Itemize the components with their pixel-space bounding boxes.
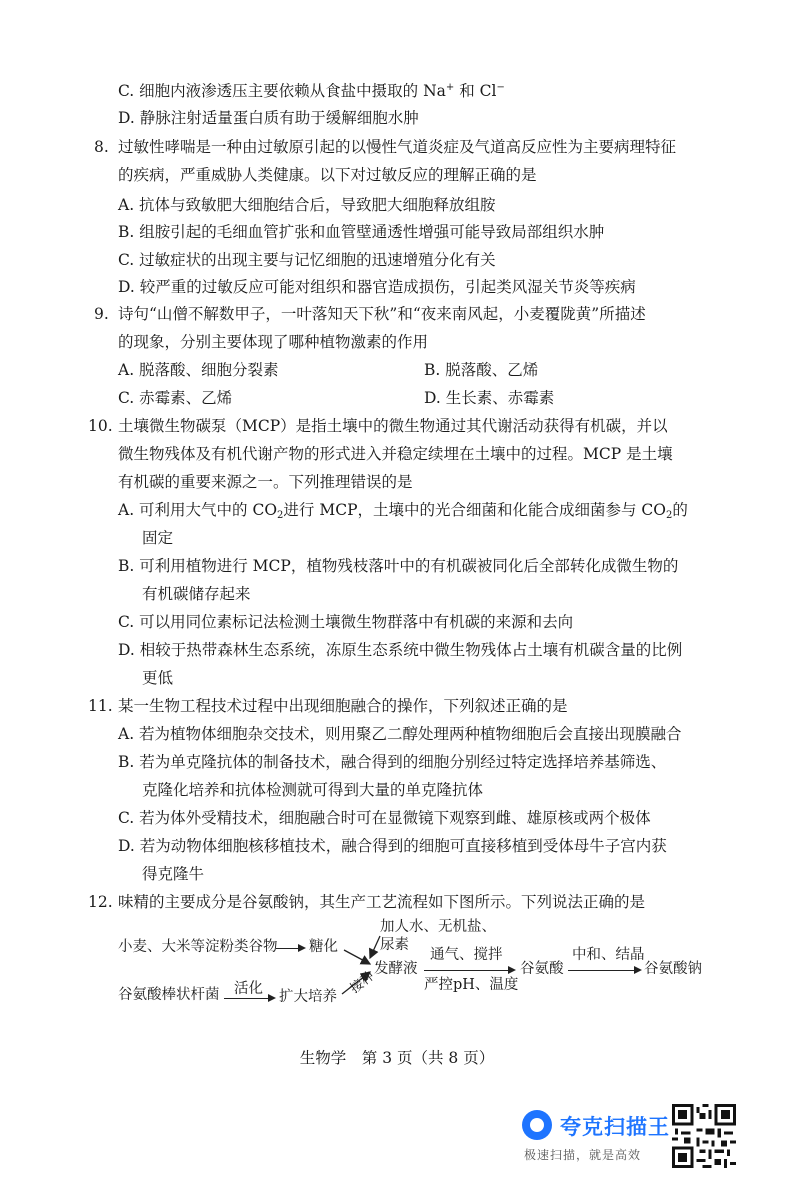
q8-option-d: D. 较严重的过敏反应可能对组织和器官造成损伤，引起类风湿关节炎等疾病 bbox=[118, 278, 636, 296]
page-footer: 生物学 第 3 页（共 8 页） bbox=[299, 1049, 495, 1067]
q12-number: 12. bbox=[88, 893, 113, 911]
q7-option-c-mid: 和 Cl bbox=[454, 82, 497, 100]
q11-option-b-line2: 克隆化培养和抗体检测就可得到大量的单克隆抗体 bbox=[142, 781, 484, 799]
q11-option-b-line1: B. 若为单克隆抗体的制备技术，融合得到的细胞分别经过特定选择培养基筛选、 bbox=[118, 753, 667, 771]
q11-stem: 某一生物工程技术过程中出现细胞融合的操作，下列叙述正确的是 bbox=[118, 697, 568, 715]
q7-cl-charge: − bbox=[496, 82, 505, 93]
flow-neutralize-crystallize: 中和、结晶 bbox=[572, 947, 645, 963]
q12-stem: 味精的主要成分是谷氨酸钠，其生产工艺流程如下图所示。下列说法正确的是 bbox=[118, 893, 646, 911]
flow-inoculate: 接种 bbox=[347, 968, 378, 997]
q10-option-a-line1 bbox=[118, 500, 688, 526]
arrow-sugar-to-ferment bbox=[344, 950, 370, 964]
q9-option-d: D. 生长素、赤霉素 bbox=[424, 389, 555, 407]
q10-option-a-mid: 进行 MCP，土壤中的光合细菌和化能合成细菌参与 CO bbox=[283, 501, 667, 519]
q10-stem-line2: 微生物残体及有机代谢产物的形式进入并稳定续埋在土壤中的过程。MCP 是土壤 bbox=[118, 445, 673, 463]
msg-production-flowchart bbox=[118, 918, 718, 1008]
flow-aerate-stir: 通气、搅拌 bbox=[430, 947, 503, 963]
scanner-logo-icon bbox=[522, 1110, 552, 1140]
q9-option-b: B. 脱落酸、乙烯 bbox=[424, 361, 539, 379]
flow-expand-culture: 扩大培养 bbox=[279, 989, 337, 1005]
q10-stem-line1: 土壤微生物碳泵（MCP）是指土壤中的微生物通过其代谢活动获得有机碳，并以 bbox=[118, 417, 668, 435]
flow-additives-line1: 加人水、无机盐、 bbox=[380, 919, 496, 935]
flow-glutamic-acid: 谷氨酸 bbox=[520, 961, 564, 977]
flow-saccharification: 糖化 bbox=[309, 939, 338, 955]
q10-option-a-post: 的 bbox=[672, 501, 688, 519]
arrow-bacteria-to-expand bbox=[224, 998, 274, 999]
q10-stem-line3: 有机碳的重要来源之一。下列推理错误的是 bbox=[118, 473, 413, 491]
q9-option-a: A. 脱落酸、细胞分裂素 bbox=[118, 361, 279, 379]
q11-option-d-line1: D. 若为动物体细胞核移植技术，融合得到的细胞可直接移植到受体母牛子宫内获 bbox=[118, 837, 667, 855]
arrow-ferment-to-glu bbox=[424, 970, 514, 971]
q11-option-c: C. 若为体外受精技术，细胞融合时可在显微镜下观察到雌、雄原核或两个极体 bbox=[118, 809, 651, 827]
scanner-logo-title: 夸克扫描王 bbox=[560, 1115, 670, 1139]
q8-stem-line1: 过敏性哮喘是一种由过敏原引起的以慢性气道炎症及气道高反应性为主要病理特征 bbox=[118, 138, 677, 156]
q10-option-b-line1: B. 可利用植物进行 MCP，植物残枝落叶中的有机碳被同化后全部转化成微生物的 bbox=[118, 557, 679, 575]
scanner-watermark bbox=[520, 1108, 680, 1168]
q8-option-a: A. 抗体与致敏肥大细胞结合后，导致肥大细胞释放组胺 bbox=[118, 196, 496, 214]
q10-option-a-pre: A. 可利用大气中的 CO bbox=[118, 501, 278, 519]
q9-number: 9. bbox=[94, 305, 109, 323]
q9-option-c: C. 赤霉素、乙烯 bbox=[118, 389, 233, 407]
q10-option-d-line2: 更低 bbox=[142, 669, 174, 687]
q10-co2-subscript: 2 bbox=[277, 510, 284, 521]
q10-option-d-line1: D. 相较于热带森林生态系统，冻原生态系统中微生物残体占土壤有机碳含量的比例 bbox=[118, 641, 683, 659]
q9-stem-line1: 诗句“山僧不解数甲子，一叶落知天下秋”和“夜来南风起，小麦覆陇黄”所描述 bbox=[118, 305, 646, 323]
flow-msg: 谷氨酸钠 bbox=[644, 961, 702, 977]
q9-stem-line2: 的现象，分别主要体现了哪种植物激素的作用 bbox=[118, 333, 429, 351]
q11-number: 11. bbox=[88, 697, 113, 715]
q8-option-c: C. 过敏症状的出现主要与记忆细胞的迅速增殖分化有关 bbox=[118, 251, 496, 269]
q8-stem-line2: 的疾病，严重威胁人类健康。以下对过敏反应的理解正确的是 bbox=[118, 166, 537, 184]
q11-option-d-line2: 得克隆牛 bbox=[142, 865, 205, 883]
q10-option-c: C. 可以用同位素标记法检测土壤微生物群落中有机碳的来源和去向 bbox=[118, 613, 574, 631]
q7-option-d: D. 静脉注射适量蛋白质有助于缓解细胞水肿 bbox=[118, 109, 419, 127]
q8-number: 8. bbox=[94, 138, 109, 156]
q8-option-b: B. 组胺引起的毛细血管扩张和血管壁通透性增强可能导致局部组织水肿 bbox=[118, 223, 605, 241]
flow-control-ph-temp: 严控pH、温度 bbox=[424, 977, 519, 993]
q7-na-charge: + bbox=[445, 82, 455, 93]
flow-bacteria: 谷氨酸棒状杆菌 bbox=[118, 987, 220, 1003]
q10-option-b-line2: 有机碳储存起来 bbox=[142, 585, 251, 603]
flow-grain: 小麦、大米等淀粉类谷物 bbox=[118, 939, 278, 955]
q7-option-c bbox=[118, 78, 505, 101]
q10-co2-subscript-2: 2 bbox=[666, 510, 673, 521]
scanner-logo-subtitle: 极速扫描，就是高效 bbox=[524, 1148, 642, 1162]
q10-number: 10. bbox=[88, 417, 113, 435]
arrow-glu-to-msg bbox=[568, 970, 640, 971]
q7-option-c-text: C. 细胞内液渗透压主要依赖从食盐中摄取的 Na bbox=[118, 82, 446, 100]
q10-option-a-line2: 固定 bbox=[142, 529, 174, 547]
arrow-additives-to-ferment bbox=[370, 936, 380, 958]
flow-activation: 活化 bbox=[234, 981, 263, 997]
flow-fermentation-broth: 发酵液 bbox=[374, 961, 418, 977]
q11-option-a: A. 若为植物体细胞杂交技术，则用聚乙二醇处理两种植物细胞后会直接出现膜融合 bbox=[118, 725, 682, 743]
flow-additives-line2: 尿素 bbox=[380, 937, 409, 953]
qr-code-icon bbox=[672, 1104, 736, 1168]
